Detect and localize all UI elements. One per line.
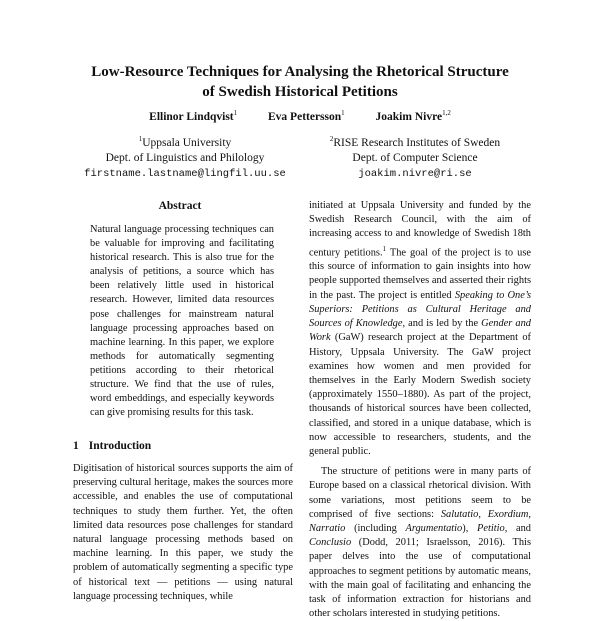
author-1-name: Ellinor Lindqvist (149, 110, 234, 123)
author-2-name: Eva Pettersson (268, 110, 342, 123)
right-column (309, 199, 531, 621)
term-narratio: Narratio (309, 522, 346, 534)
text-run: , and is led by the (402, 318, 482, 330)
text-run: ), (462, 522, 477, 534)
abstract-heading: Abstract (158, 200, 202, 212)
abstract-text: Natural language processing techniques can be valuable for improving and facilitating historical research. This is also true for the analysis of petitions, a source which has been relatively little used in historical research. However, limited data resources pose challenges for mainstream natural language processing approaches based on machine learning. In this paper, we explore methods for automatically segmenting petitions according to their rhetorical structure. We find that the use of rules, word embeddings, and especially keywords can give promising results for this task. (90, 224, 274, 419)
author-2 (268, 111, 345, 123)
affiliation-left-email: firstname.lastname@lingfil.uu.se (84, 167, 286, 180)
affiliation-right-sup: 2 (329, 135, 334, 143)
affiliation-left-department: Dept. of Linguistics and Philology (105, 152, 265, 165)
footnote-marker: 1 (382, 244, 387, 253)
author-2-sup: 1 (341, 109, 345, 117)
title-line-2: of Swedish Historical Petitions (202, 84, 398, 100)
title-line-1: Low-Resource Techniques for Analysing the Rhetorical Structure (91, 64, 509, 80)
author-1-sup: 1 (233, 109, 238, 117)
affiliation-right (285, 132, 545, 182)
text-run: (GaW) research project at the Department of History, Uppsala University. The GaW project examines how women and men provided for themselves in the Early Modern Swedish society (approximately 1550–1880). As part of the project, thousands of historical sources have been collected, classified, and stored in a unique database, which is now accessible to researchers, students, and the general public. (309, 332, 531, 457)
term-salutatio: Salutatio (440, 508, 479, 520)
term-argumentatio: Argumentatio (405, 522, 463, 534)
text-run: , (478, 508, 488, 520)
section-1-title: Introduction (88, 440, 152, 452)
project-name: Gender and Work (309, 318, 531, 344)
paper-title (40, 62, 560, 102)
affiliation-left-institution: Uppsala University (142, 136, 232, 149)
author-3-name: Joakim Nivre (375, 110, 443, 123)
term-exordium: Exordium (487, 508, 529, 520)
affiliation-right-institution: RISE Research Institutes of Sweden (333, 136, 501, 149)
section-1-number: 1 (73, 440, 79, 452)
text-run: The structure of petitions were in many parts of Europe based on a classical rhetorical division. With some variations, most petitions seem to be comprised of five sections: (309, 466, 531, 520)
term-petitio: Petitio (477, 522, 505, 534)
text-run: , (528, 508, 531, 520)
text-run: (Dodd, 2011; Israelsson, 2016). This paper delves into the use of computational approaches to segment petitions by automatic means, with the main goal of facilitating and enhancing the task of information extraction for historians and other scholars interested in studying petitions. (309, 537, 531, 620)
affiliation-right-department: Dept. of Computer Science (352, 152, 478, 165)
text-run: (including (345, 522, 406, 534)
right-column-paragraph-2 (309, 465, 531, 621)
author-3 (376, 111, 451, 123)
project-title: Speaking to One’s Superiors: Petitions as Cultural Heritage and Sources of Knowledge (309, 289, 532, 330)
term-conclusio: Conclusio (309, 537, 352, 549)
introduction-text: Digitisation of historical sources supports the aim of preserving cultural heritage, makes the sources more accessible, and enables the use of computational techniques to study them further. Yet, the often limited data resources pose challenges for standard natural language processing methods based on machine learning. In this paper, we study the problem of automatically segmenting a specific type of historical text — petitions — using natural language processing techniques, while (73, 463, 293, 602)
affiliation-left-sup: 1 (138, 135, 143, 143)
section-1-heading (73, 440, 161, 452)
text-run: The goal of the project is to use this source of information to gain insights into how people supported themselves and asserted their rights in the past. The project is entitled (309, 247, 531, 301)
author-list (40, 109, 560, 123)
author-3-sup: 1,2 (442, 109, 451, 117)
text-run: , and (504, 522, 531, 534)
affiliation-left (55, 132, 315, 182)
affiliation-right-email: joakim.nivre@ri.se (358, 167, 472, 180)
text-run: initiated at Uppsala University and funded by the Swedish Research Council, with the aim of increasing access to and knowledge of Swedish 18th century petitions. (309, 200, 531, 259)
right-column-paragraph-1 (309, 199, 531, 459)
author-1 (149, 111, 237, 123)
